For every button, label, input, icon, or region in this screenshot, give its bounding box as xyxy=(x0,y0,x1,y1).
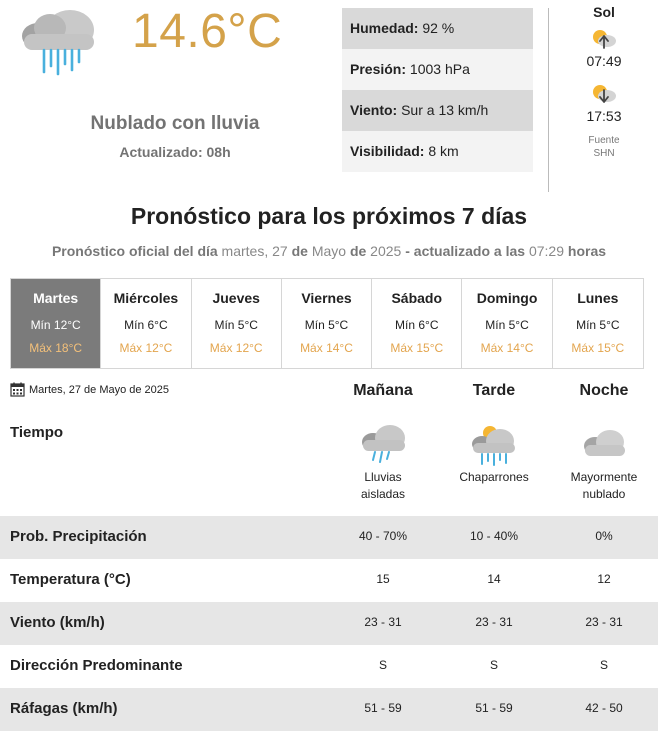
row-label: Temperatura (°C) xyxy=(10,571,131,588)
stat-wind xyxy=(342,90,533,131)
table-row xyxy=(0,645,658,688)
weather-morning xyxy=(328,422,438,503)
row-value: 23 - 31 xyxy=(475,615,513,629)
table-row xyxy=(0,559,658,602)
sunrise-icon xyxy=(590,26,618,50)
period-night: Noche xyxy=(579,382,629,399)
day-tab-lunes[interactable] xyxy=(553,279,643,368)
row-label: Viento (km/h) xyxy=(10,614,105,631)
row-value: S xyxy=(489,658,498,672)
day-name: Miércoles xyxy=(113,290,179,306)
day-name: Lunes xyxy=(577,290,619,306)
stat-pressure xyxy=(342,49,533,90)
sun-panel xyxy=(566,4,642,160)
day-tab-martes[interactable] xyxy=(11,279,101,368)
current-stats xyxy=(342,8,533,172)
subtitle-time: 07:29 xyxy=(525,243,568,259)
day-tab-jueves[interactable] xyxy=(192,279,282,368)
stat-value: 8 km xyxy=(428,143,459,159)
weather-afternoon xyxy=(439,422,549,486)
day-max: Máx 14°C xyxy=(480,341,534,355)
cloud-rain-icon xyxy=(357,422,409,466)
row-value: 40 - 70% xyxy=(358,529,408,543)
stat-label: Viento: xyxy=(350,102,398,118)
day-name: Viernes xyxy=(301,290,352,306)
row-value: 42 - 50 xyxy=(585,701,623,715)
cloud-rain-icon xyxy=(16,6,100,76)
row-value: 51 - 59 xyxy=(364,701,402,715)
row-value: 23 - 31 xyxy=(585,615,623,629)
day-name: Domingo xyxy=(476,290,538,306)
detail-date-text: Martes, 27 de Mayo de 2025 xyxy=(29,383,170,396)
day-min: Mín 12°C xyxy=(30,318,81,332)
day-max: Máx 15°C xyxy=(390,341,444,355)
row-value: 51 - 59 xyxy=(475,701,513,715)
detail-table xyxy=(0,516,658,731)
day-min: Mín 5°C xyxy=(304,318,349,332)
source-value: SHN xyxy=(593,148,615,159)
divider xyxy=(548,8,549,192)
row-label: Dirección Predominante xyxy=(10,657,183,674)
weather-text: aisladas xyxy=(360,487,406,501)
stat-value: 92 % xyxy=(422,20,455,36)
table-row xyxy=(0,516,658,559)
stat-label: Humedad: xyxy=(350,20,419,36)
period-morning: Mañana xyxy=(353,382,413,399)
row-value: 14 xyxy=(487,572,501,586)
weather-text: Chaparrones xyxy=(459,470,529,484)
day-tab-sabado[interactable] xyxy=(372,279,462,368)
row-value: 12 xyxy=(597,572,611,586)
day-min: Mín 6°C xyxy=(124,318,168,332)
table-row xyxy=(0,602,658,645)
day-max: Máx 12°C xyxy=(119,341,173,355)
day-max: Máx 18°C xyxy=(29,341,83,355)
subtitle-part: de xyxy=(349,243,367,259)
subtitle-year: 2025 xyxy=(366,243,406,259)
table-row xyxy=(0,688,658,731)
stat-label: Presión: xyxy=(350,61,407,77)
sun-cloud-rain-icon xyxy=(468,422,520,466)
day-max: Máx 15°C xyxy=(571,341,625,355)
day-min: Mín 6°C xyxy=(395,318,439,332)
updated-time: Actualizado: 08h xyxy=(119,144,231,160)
subtitle-part: - actualizado a las xyxy=(405,243,526,259)
current-temperature: 14.6°C xyxy=(132,5,283,58)
sunrise-time: 07:49 xyxy=(586,53,622,69)
subtitle-part: horas xyxy=(567,243,607,259)
detail-date xyxy=(10,382,169,397)
subtitle-part: Pronóstico oficial del día xyxy=(51,243,218,259)
source-label: Fuente xyxy=(588,135,620,146)
day-min: Mín 5°C xyxy=(214,318,258,332)
calendar-icon xyxy=(10,382,25,397)
forecast-subtitle xyxy=(0,243,658,259)
day-min: Mín 5°C xyxy=(485,318,529,332)
day-tab-viernes[interactable] xyxy=(282,279,372,368)
current-description: Nublado con lluvia xyxy=(90,113,260,134)
day-name: Martes xyxy=(33,290,79,306)
row-value: 15 xyxy=(376,572,390,586)
weather-text: Mayormente xyxy=(570,470,638,484)
sun-title: Sol xyxy=(593,4,615,20)
day-tab-domingo[interactable] xyxy=(462,279,552,368)
row-value: 23 - 31 xyxy=(364,615,402,629)
row-label: Prob. Precipitación xyxy=(10,528,147,545)
period-afternoon: Tarde xyxy=(472,382,516,399)
tiempo-label: Tiempo xyxy=(10,424,64,441)
sunset-time: 17:53 xyxy=(586,108,622,124)
weather-text: nublado xyxy=(582,487,626,501)
day-tabs xyxy=(10,278,644,369)
row-label: Ráfagas (km/h) xyxy=(10,700,118,717)
subtitle-part: de xyxy=(291,243,308,259)
stat-value: Sur a 13 km/h xyxy=(401,102,489,118)
subtitle-month: Mayo xyxy=(307,243,350,259)
row-value: S xyxy=(599,658,608,672)
stat-label: Visibilidad: xyxy=(350,143,425,159)
day-name: Sábado xyxy=(391,290,443,306)
subtitle-date: martes, 27 xyxy=(217,243,292,259)
stat-visibility xyxy=(342,131,533,172)
row-value: S xyxy=(378,658,387,672)
cloud-icon xyxy=(578,422,630,466)
day-max: Máx 12°C xyxy=(209,341,263,355)
stat-humidity xyxy=(342,8,533,49)
stat-value: 1003 hPa xyxy=(409,61,470,77)
day-tab-miercoles[interactable] xyxy=(101,279,191,368)
day-max: Máx 14°C xyxy=(300,341,353,355)
row-value: 10 - 40% xyxy=(469,529,519,543)
sunset-icon xyxy=(590,81,618,105)
day-min: Mín 5°C xyxy=(576,318,620,332)
weather-night xyxy=(549,422,658,503)
row-value: 0% xyxy=(595,529,613,543)
forecast-title: Pronóstico para los próximos 7 días xyxy=(130,203,528,229)
weather-text: Lluvias xyxy=(364,470,402,484)
day-name: Jueves xyxy=(212,290,260,306)
